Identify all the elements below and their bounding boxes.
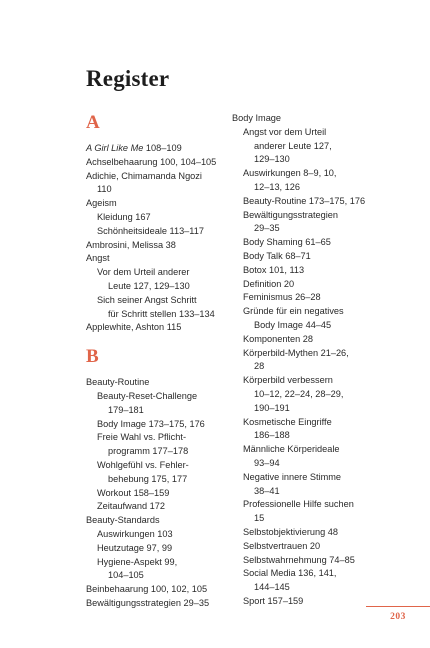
index-entry: Leute 127, 129–130 xyxy=(108,280,190,291)
index-section-a xyxy=(86,142,236,335)
index-entry: Applewhite, Ashton 115 xyxy=(86,322,182,333)
index-entry: 144–145 xyxy=(254,582,290,593)
book-title: A Girl Like Me xyxy=(86,143,144,153)
index-entry: 12–13, 126 xyxy=(254,181,300,192)
index-entry: Body Image xyxy=(232,113,282,123)
index-entry: 129–130 xyxy=(254,154,290,165)
index-entry: Gründe für ein negatives xyxy=(243,306,344,317)
index-entry: Zeitaufwand 172 xyxy=(97,501,165,512)
index-entry: programm 177–178 xyxy=(108,446,189,457)
index-entry: 190–191 xyxy=(254,402,290,413)
index-entry: A Girl Like Me 108–109 xyxy=(86,143,182,153)
index-entry: Selbstobjektivierung 48 xyxy=(243,526,338,537)
index-entry: Komponenten 28 xyxy=(243,333,313,344)
index-entry: Wohlgefühl vs. Fehler- xyxy=(97,459,189,470)
index-entry: Professionelle Hilfe suchen xyxy=(243,499,354,510)
index-section-b-continued xyxy=(232,112,397,609)
index-entry: 38–41 xyxy=(254,485,280,496)
index-entry: Kleidung 167 xyxy=(97,211,151,222)
index-entry: Kosmetische Eingriffe xyxy=(243,416,332,427)
index-entry: anderer Leute 127, xyxy=(254,140,332,151)
index-entry: Selbstwahrnehmung 74–85 xyxy=(243,554,355,565)
index-entry: 10–12, 22–24, 28–29, xyxy=(254,388,344,399)
section-letter-b: B xyxy=(86,346,99,368)
index-entry: Selbstvertrauen 20 xyxy=(243,540,321,551)
index-entry: Workout 158–159 xyxy=(97,487,170,498)
page-title: Register xyxy=(86,66,170,91)
index-entry: Achselbehaarung 100, 104–105 xyxy=(86,156,217,167)
index-entry: Ambrosini, Melissa 38 xyxy=(86,239,176,250)
index-entry: Definition 20 xyxy=(243,278,295,289)
index-entry: Beauty-Routine xyxy=(86,377,150,388)
page-number: 203 xyxy=(390,612,406,622)
index-entry: Body Shaming 61–65 xyxy=(243,237,331,248)
index-entry: 93–94 xyxy=(254,457,280,468)
index-entry: behebung 175, 177 xyxy=(108,473,188,484)
index-entry: 15 xyxy=(254,513,265,524)
index-entry: Sich seiner Angst Schritt xyxy=(97,294,197,305)
index-entry: Bewältigungsstrategien xyxy=(243,209,338,220)
index-entry: Auswirkungen 8–9, 10, xyxy=(243,168,337,179)
index-entry: Negative innere Stimme xyxy=(243,471,342,482)
index-entry: 28 xyxy=(254,361,265,372)
index-entry: Body Image 173–175, 176 xyxy=(97,418,205,429)
index-entry: Männliche Körperideale xyxy=(243,444,340,455)
index-entry: Hygiene-Aspekt 99, xyxy=(97,556,178,567)
index-entry: für Schritt stellen 133–134 xyxy=(108,308,215,319)
index-entry: Angst xyxy=(86,253,110,264)
index-entry: Beauty-Routine 173–175, 176 xyxy=(243,195,366,206)
index-entry: 104–105 xyxy=(108,570,144,581)
index-entry: Feminismus 26–28 xyxy=(243,292,321,303)
index-entry: Freie Wahl vs. Pflicht- xyxy=(97,432,186,443)
section-letter-a: A xyxy=(86,112,100,133)
index-entry: 29–35 xyxy=(254,223,280,234)
index-entry: Körperbild-Mythen 21–26, xyxy=(243,347,349,358)
index-entry: Sport 157–159 xyxy=(243,595,304,606)
index-entry: Beinbehaarung 100, 102, 105 xyxy=(86,584,208,595)
index-entry: 186–188 xyxy=(254,430,290,441)
index-entry: Ageism xyxy=(86,198,117,209)
index-section-b xyxy=(86,376,236,611)
index-entry: Schönheitsideale 113–117 xyxy=(97,225,204,236)
index-entry: Social Media 136, 141, xyxy=(243,568,337,579)
index-entry: Adichie, Chimamanda Ngozi xyxy=(86,170,202,181)
index-entry: 110 xyxy=(97,184,112,195)
index-entry: Body Image 44–45 xyxy=(254,319,332,330)
index-entry: Vor dem Urteil anderer xyxy=(97,267,190,278)
index-entry: 179–181 xyxy=(108,404,144,415)
index-column-left xyxy=(86,112,236,611)
index-entry: Heutzutage 97, 99 xyxy=(97,542,173,553)
index-entry: Körperbild verbessern xyxy=(243,375,333,386)
index-entry: Bewältigungsstrategien 29–35 xyxy=(86,597,210,608)
index-entry: Beauty-Standards xyxy=(86,515,160,526)
index-entry: Beauty-Reset-Challenge xyxy=(97,390,198,401)
footer-rule xyxy=(366,606,430,607)
index-entry: Auswirkungen 103 xyxy=(97,528,173,539)
index-entry: Angst vor dem Urteil xyxy=(243,126,327,137)
index-entry: Body Talk 68–71 xyxy=(243,250,311,261)
index-column-right xyxy=(232,112,397,609)
index-entry: Botox 101, 113 xyxy=(243,264,305,275)
